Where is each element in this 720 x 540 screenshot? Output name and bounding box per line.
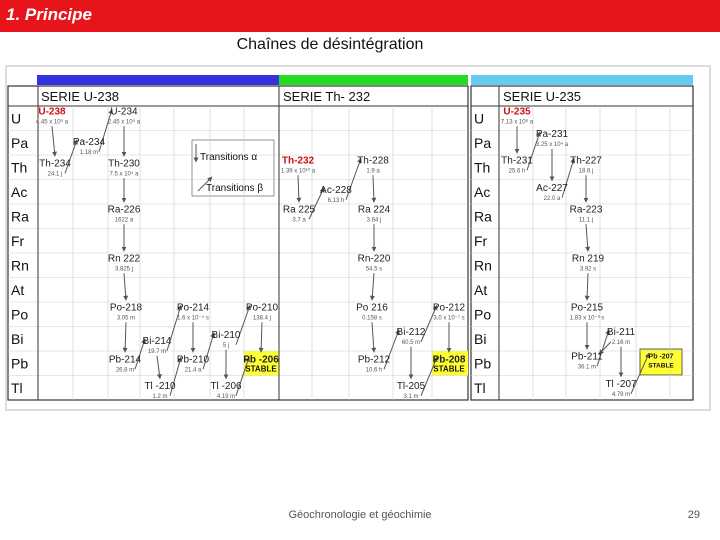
half-life-label: 1.6 x 10⁻⁴ s [177, 315, 209, 322]
element-label-right: Pb [474, 355, 492, 372]
half-life-label: 7.13 x 10⁸ a [500, 119, 534, 126]
nuclide-name: Tl -207 [605, 378, 637, 390]
half-life-label: 6.13 h [327, 197, 345, 204]
nuclide-name: Th-230 [108, 158, 140, 170]
series-header-u235: SERIE U-235 [503, 89, 582, 104]
element-label-left: Pb [11, 355, 29, 372]
half-life-label: 7.5 x 10⁴ a [109, 171, 139, 178]
nuclide-name: Rn 222 [107, 253, 141, 265]
slide-title: Chaînes de désintégration [236, 36, 424, 53]
half-life-label: 4.45 x 10⁹ a [35, 119, 69, 126]
nuclide-name: Pb-208 [432, 354, 466, 366]
half-life-label: 26.8 m [115, 367, 135, 374]
nuclide-name: Th-234 [39, 158, 71, 170]
nuclide-name: Ac-228 [320, 184, 352, 196]
element-label-left: Po [11, 306, 29, 323]
half-life-label: 1.9 a [366, 168, 380, 175]
half-life-label: 3.92 s [579, 266, 597, 273]
nuclide-name: Po-210 [245, 302, 279, 314]
element-label-right: Ac [474, 183, 491, 200]
left-table-border [8, 86, 468, 400]
element-label-left: Rn [11, 257, 29, 274]
nuclide-name: Pb-211 [571, 351, 603, 363]
element-label-right: At [474, 281, 488, 298]
stable-label: STABLE [245, 364, 277, 374]
element-label-right: Rn [474, 257, 492, 274]
nuclide-name: Bi-211 [606, 326, 636, 338]
half-life-label: 4.79 m [611, 391, 631, 398]
nuclide-name: Po-212 [432, 302, 466, 314]
element-label-right: Ra [474, 208, 492, 225]
element-label-left: Ac [11, 183, 28, 200]
element-label-right: Bi [474, 330, 487, 347]
th232-color-bar [279, 75, 468, 85]
half-life-label: 5 j [222, 342, 230, 349]
half-life-label: 3.64 j [366, 217, 382, 224]
element-label-right: Tl [474, 379, 486, 396]
nuclide-name: Pb -206 [243, 354, 279, 366]
half-life-label: 10.6 h [365, 367, 383, 374]
half-life-label: 60.5 m [401, 339, 421, 346]
half-life-label: 4.19 m [216, 393, 236, 400]
element-label-right: Pa [474, 134, 492, 151]
half-life-label: 3.7 a [292, 217, 306, 224]
element-label-left: Pa [11, 134, 29, 151]
half-life-label: 1.83 x 10⁻³ s [569, 315, 605, 322]
nuclide-name: Ac-227 [536, 182, 568, 194]
nuclide-name: Th-228 [357, 155, 389, 167]
nuclide-name: Pb-210 [176, 354, 210, 366]
element-label-right: Fr [474, 232, 488, 249]
nuclide-name: Po 216 [356, 302, 388, 314]
nuclide-name: Pa-231 [535, 128, 569, 140]
section-title: 1. Principe [6, 5, 92, 24]
element-label-left: U [11, 110, 22, 127]
nuclide-name: Bi-212 [396, 326, 426, 338]
nuclide-name: Bi-214 [142, 335, 172, 347]
half-life-label: 3.825 j [114, 266, 134, 273]
half-life-label: 18.6 j [578, 168, 594, 175]
nuclide-name: Pa-234 [72, 136, 106, 148]
legend-beta-label: Transitions β [206, 183, 264, 194]
half-life-label: 3.05 m [116, 315, 136, 322]
nuclide-name: Th-227 [570, 155, 602, 167]
nuclide-name: Po-215 [570, 302, 604, 314]
element-label-left: At [11, 281, 25, 298]
nuclide-name: Pb-214 [108, 354, 142, 366]
half-life-label: 19.7 m [147, 348, 167, 355]
nuclide-name: U-235 [503, 106, 531, 118]
series-header-th232: SERIE Th- 232 [283, 89, 371, 104]
nuclide-name: U-238 [38, 106, 66, 118]
element-label-left: Bi [11, 330, 24, 347]
nuclide-name: Tl -210 [144, 380, 176, 392]
nuclide-name: Bi-210 [211, 329, 241, 341]
half-life-label: 2.45 x 10⁵ a [107, 119, 141, 126]
series-header-u238: SERIE U-238 [41, 89, 120, 104]
half-life-label: 11.1 j [578, 217, 594, 224]
half-life-label: 1.18 m [79, 149, 99, 156]
half-life-label: 1622 a [114, 217, 134, 224]
legend-alpha-label: Transitions α [200, 152, 258, 163]
half-life-label: 36.1 m [577, 364, 597, 371]
half-life-label: 3.25 x 10⁴ a [535, 141, 569, 148]
half-life-label: 3.0 x 10⁻⁷ s [433, 315, 465, 322]
nuclide-name: Th-232 [281, 155, 315, 167]
nuclide-name: Po-214 [176, 302, 210, 314]
nuclide-name: Th-231 [501, 155, 533, 167]
element-label-left: Tl [11, 379, 23, 396]
half-life-label: 0.158 s [362, 315, 382, 322]
nuclide-name: Pb -207 [648, 353, 674, 361]
half-life-label: 138.4 j [252, 315, 272, 322]
half-life-label: 3.1 m [403, 393, 419, 400]
nuclide-name: Rn-220 [357, 253, 391, 265]
element-label-left: Fr [11, 232, 25, 249]
half-life-label: 54.5 s [365, 266, 383, 273]
nuclide-name: Ra 224 [357, 204, 391, 216]
nuclide-name: Ra-226 [107, 204, 141, 216]
nuclide-name: Ra-223 [569, 204, 603, 216]
page-number: 29 [687, 509, 700, 521]
stable-label: STABLE [648, 362, 674, 370]
nuclide-name: Pb-212 [357, 354, 391, 366]
nuclide-name: Rn 219 [571, 253, 605, 265]
stable-label: STABLE [433, 364, 465, 374]
nuclide-name: Tl -206 [210, 380, 242, 392]
element-label-right: U [474, 110, 485, 127]
element-label-right: Po [474, 306, 492, 323]
half-life-label: 1.2 m [152, 393, 168, 400]
element-label-left: Ra [11, 208, 29, 225]
nuclide-name: Tl-205 [396, 380, 426, 392]
half-life-label: 24.1 j [47, 171, 63, 178]
half-life-label: 25.6 h [508, 168, 526, 175]
nuclide-name: Po-218 [109, 302, 143, 314]
half-life-label: 1.39 x 10¹⁰ a [280, 168, 316, 175]
footer-course: Géochronologie et géochimie [288, 509, 432, 521]
half-life-label: 22.0 a [543, 195, 561, 202]
u235-color-bar [471, 75, 693, 85]
nuclide-name: Ra 225 [282, 204, 316, 216]
half-life-label: 21.4 a [184, 367, 202, 374]
nuclide-name: U-234 [110, 106, 138, 118]
element-label-right: Th [474, 159, 491, 176]
half-life-label: 2.16 m [611, 339, 631, 346]
element-label-left: Th [11, 159, 28, 176]
u238-color-bar [37, 75, 279, 85]
